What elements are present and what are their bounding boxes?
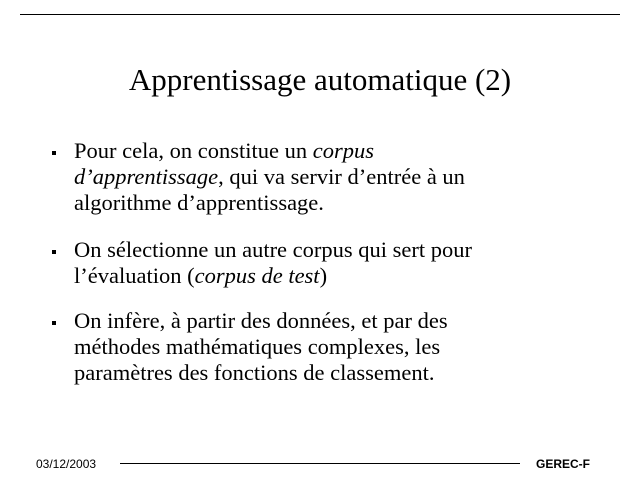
text-run: , qui va servir d’entrée à un <box>218 164 465 189</box>
bullet-text <box>74 237 594 289</box>
text-run: algorithme d’apprentissage. <box>74 190 324 215</box>
text-run: On infère, à partir des données, et par des <box>74 308 448 333</box>
footer-organization: GEREC-F <box>536 457 590 471</box>
bullet-marker-icon <box>52 321 56 325</box>
bullet-line <box>74 190 594 216</box>
bullet-line <box>74 334 594 360</box>
bullet-line <box>74 308 594 334</box>
footer-divider <box>120 463 520 464</box>
italic-run: corpus de test <box>194 263 320 288</box>
text-run: méthodes mathématiques complexes, les <box>74 334 441 359</box>
slide-title: Apprentissage automatique (2) <box>128 62 512 97</box>
bullet-line <box>74 360 594 386</box>
text-run: Pour cela, on constitue un <box>74 138 313 163</box>
text-run: l’évaluation ( <box>74 263 195 288</box>
bullet-text <box>74 138 594 216</box>
bullet-text <box>74 308 594 386</box>
bullet-line <box>74 164 594 190</box>
text-run: ) <box>319 263 328 288</box>
bullet-line <box>74 138 594 164</box>
bullet-line <box>74 263 594 289</box>
italic-run: d’apprentissage <box>74 164 219 189</box>
bullet-line <box>74 237 594 263</box>
text-run: On sélectionne un autre corpus qui sert pour <box>74 237 473 262</box>
footer-date: 03/12/2003 <box>36 457 97 471</box>
bullet-marker-icon <box>52 250 56 254</box>
bullet-marker-icon <box>52 151 56 155</box>
text-run: paramètres des fonctions de classement. <box>74 360 435 385</box>
italic-run: corpus <box>312 138 374 163</box>
